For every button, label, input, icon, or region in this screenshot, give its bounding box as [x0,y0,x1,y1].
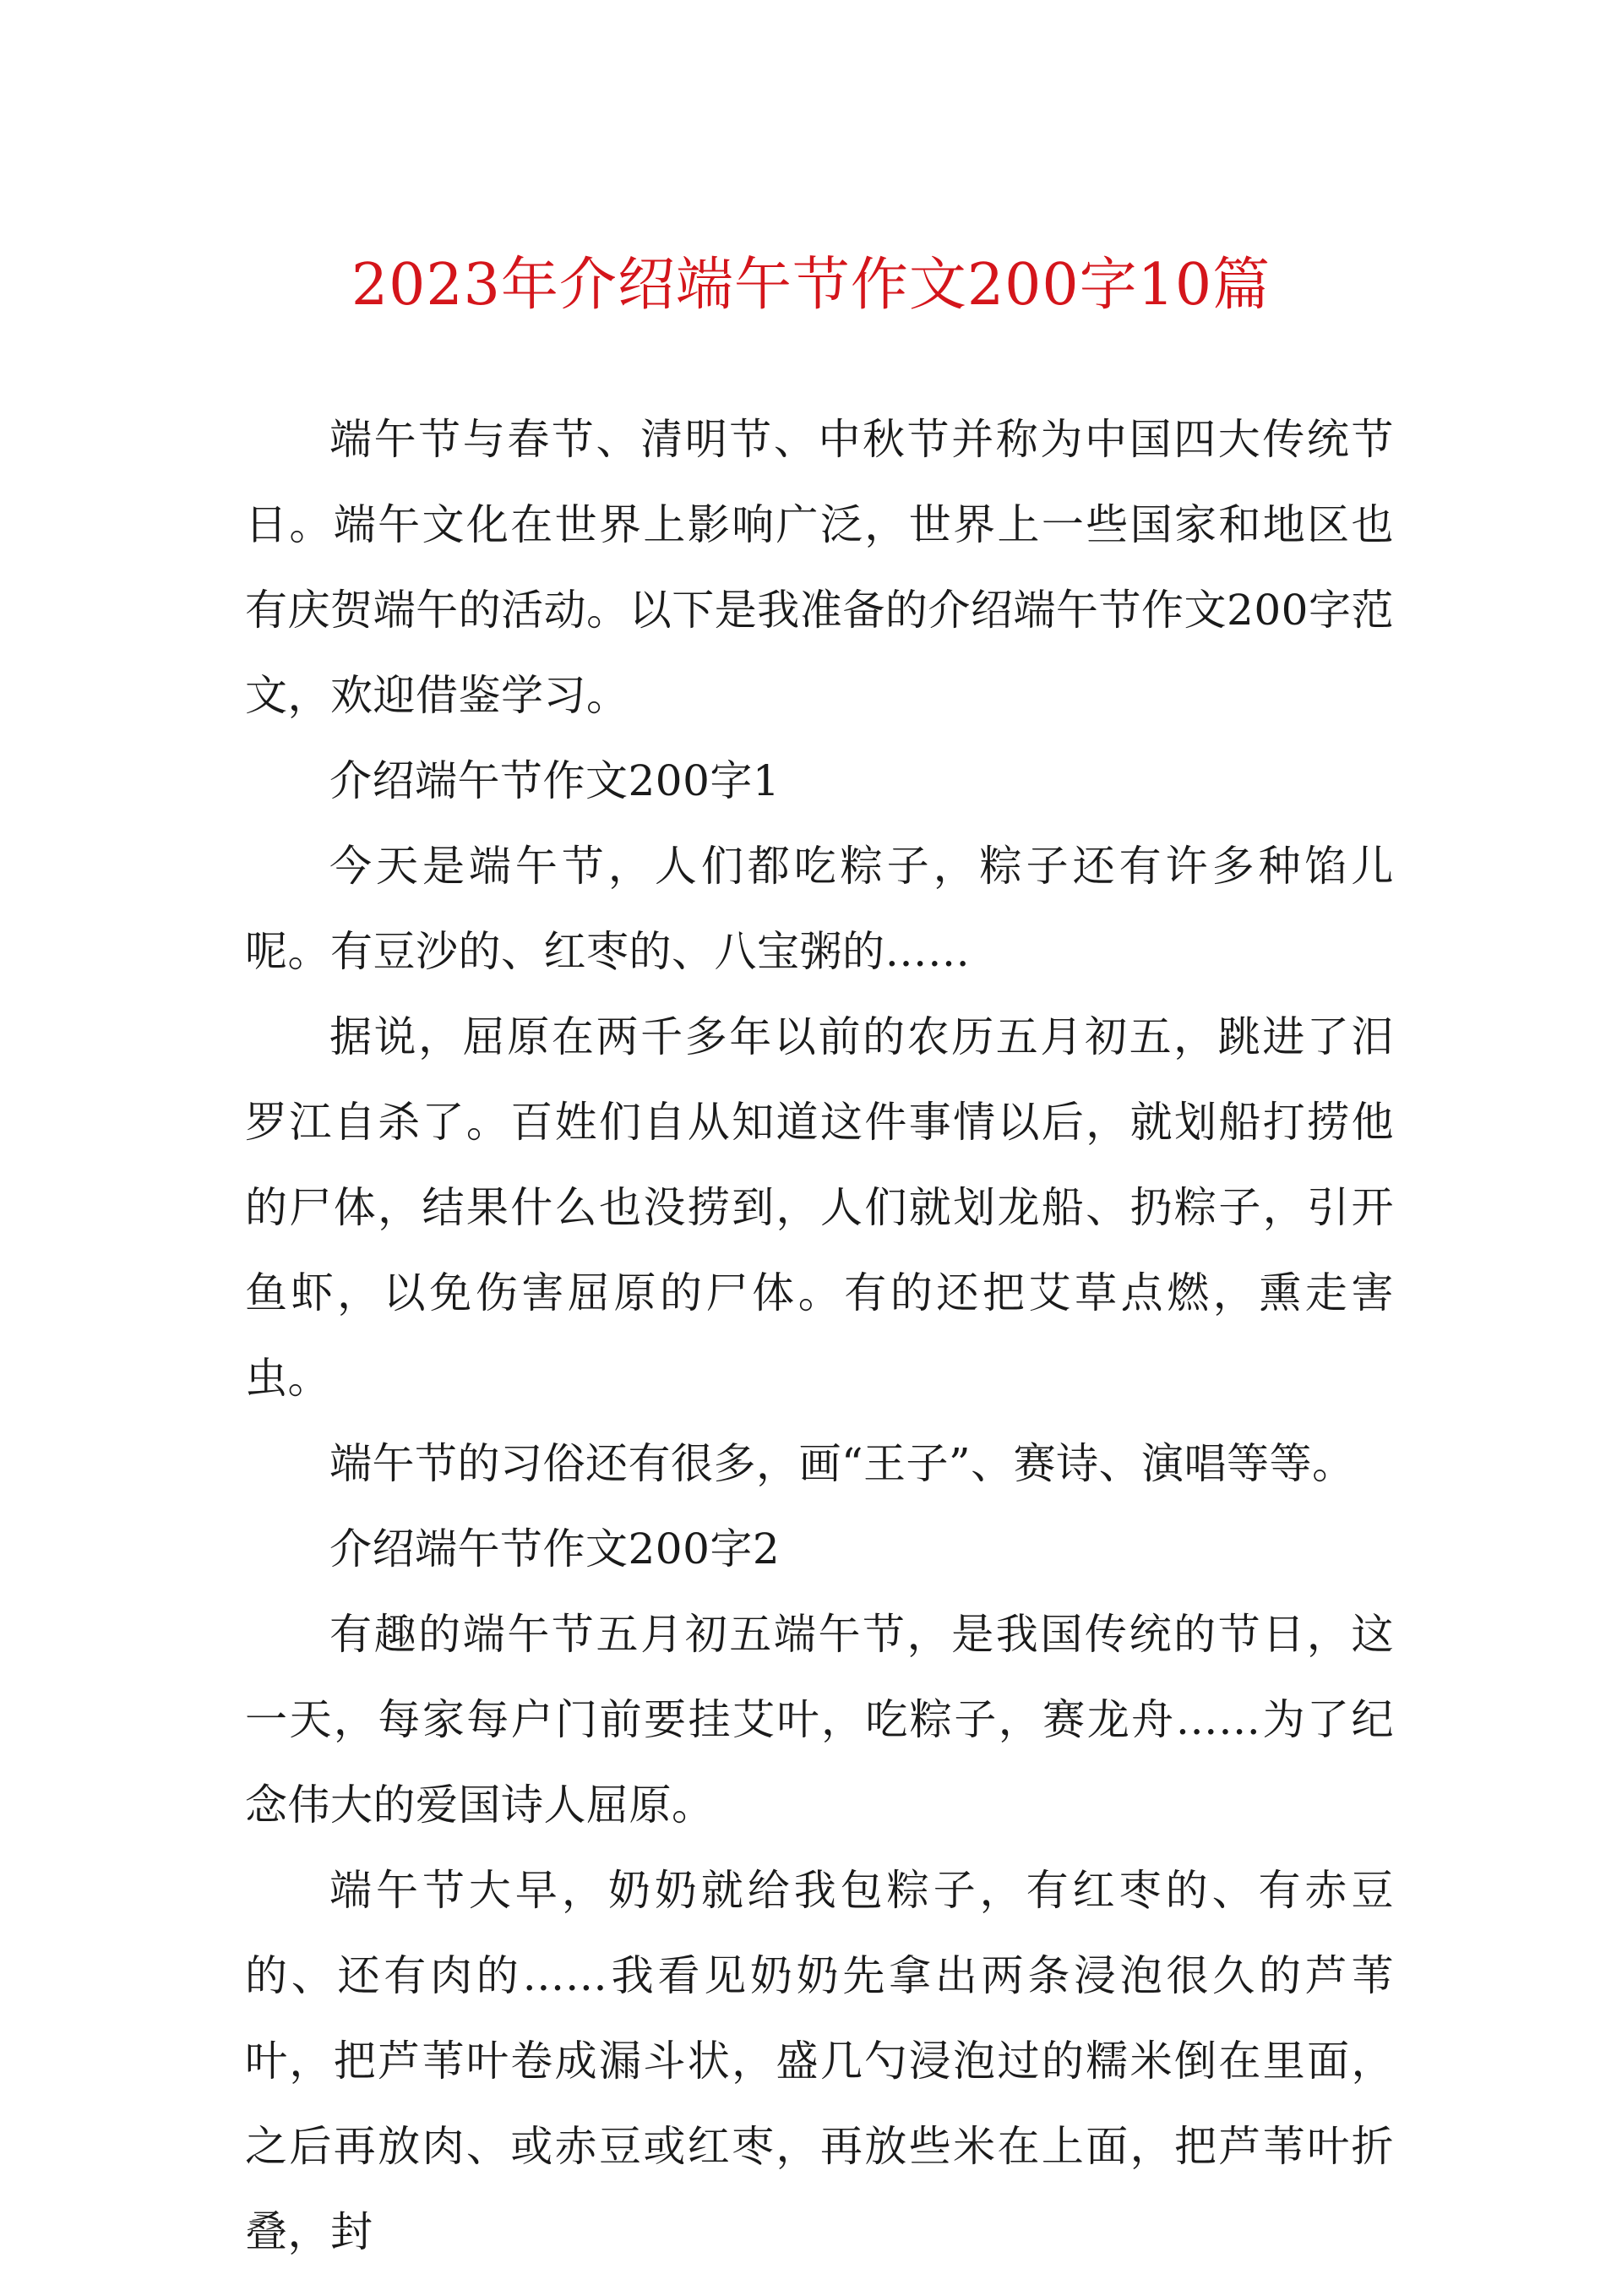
essay-2-paragraph-2: 端午节大早，奶奶就给我包粽子，有红枣的、有赤豆的、还有肉的……我看见奶奶先拿出两条浸泡很久的芦苇叶，把芦苇叶卷成漏斗状，盛几勺浸泡过的糯米倒在里面，之后再放肉、或赤豆或红枣，再放些米在上面，把芦苇叶折叠，封 [245,1866,1394,2256]
essay-1-paragraph-1: 今天是端午节，人们都吃粽子，粽子还有许多种馅儿呢。有豆沙的、红枣的、八宝粥的…… [245,842,1394,976]
essay-1-paragraph-2: 据说，屈原在两千多年以前的农历五月初五，跳进了汨罗江自杀了。百姓们自从知道这件事情以后，就划船打捞他的尸体，结果什么也没捞到，人们就划龙船、扔粽子，引开鱼虾，以免伤害屈原的尸体。有的还把艾草点燃，熏走害虫。 [245,1012,1394,1403]
essay-2-heading: 介绍端午节作文200字2 [329,1524,781,1573]
essay-2-paragraph-1: 有趣的端午节五月初五端午节，是我国传统的节日，这一天，每家每户门前要挂艾叶，吃粽子，赛龙舟……为了纪念伟大的爱国诗人屈原。 [245,1610,1394,1830]
document-body [245,397,1394,2275]
document-title: 2023年介绍端午节作文200字10篇 [351,252,1271,319]
essay-1-paragraph-3: 端午节的习俗还有很多，画“王子”、赛诗、演唱等等。 [329,1439,1355,1488]
intro-paragraph: 端午节与春节、清明节、中秋节并称为中国四大传统节日。端午文化在世界上影响广泛，世界上一些国家和地区也有庆贺端午的活动。以下是我准备的介绍端午节作文200字范文，欢迎借鉴学习。 [245,415,1394,720]
essay-1-heading: 介绍端午节作文200字1 [329,756,781,805]
